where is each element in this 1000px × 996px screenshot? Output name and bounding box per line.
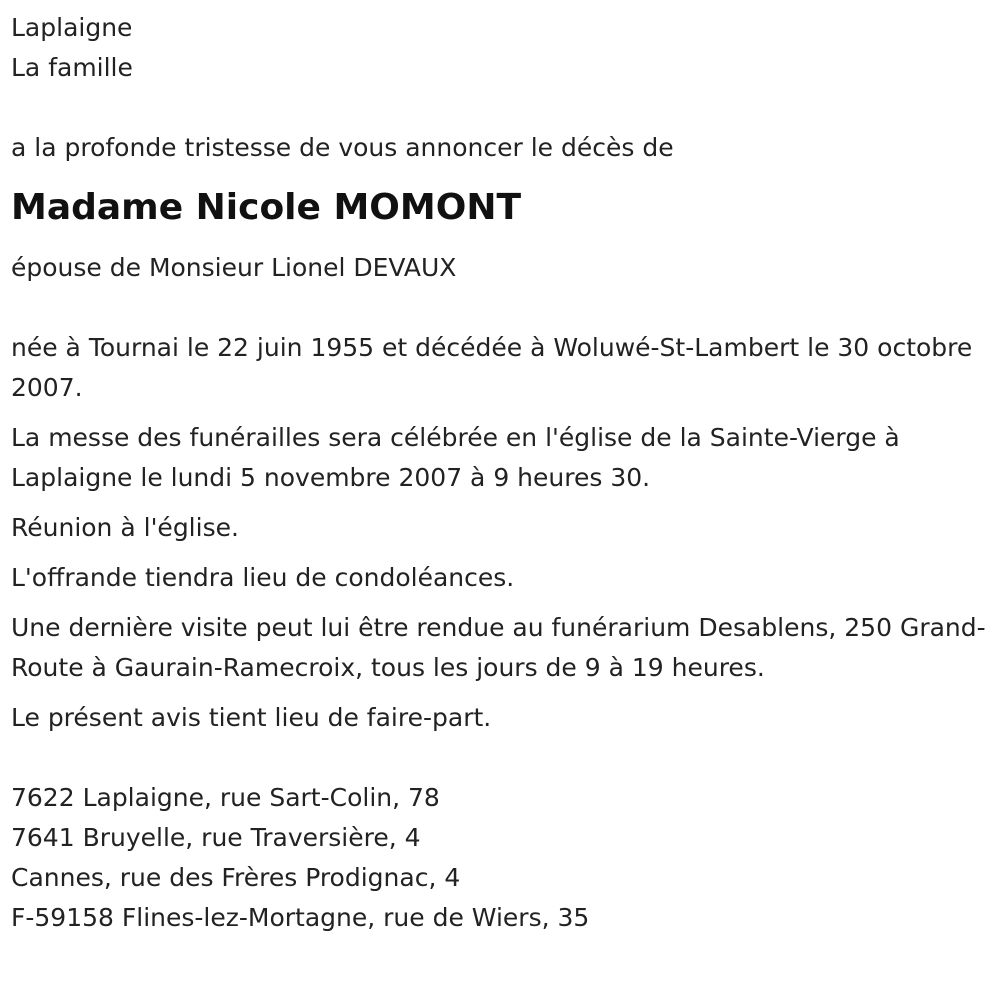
address-list — [11, 778, 986, 938]
deceased-name: Madame Nicole MOMONT — [11, 187, 522, 228]
header-place: Laplaigne — [11, 13, 133, 42]
spacer — [11, 738, 986, 778]
spacer — [11, 88, 986, 128]
meeting-paragraph: Réunion à l'église. — [11, 513, 239, 542]
funeral-mass-paragraph: La messe des funérailles sera célébrée en l'église de la Sainte-Vierge à Laplaigne le lundi 5 novembre 2007 à 9 heures 30. — [11, 423, 900, 492]
address-line: F-59158 Flines-lez-Mortagne, rue de Wiers, 35 — [11, 903, 590, 932]
obituary-notice — [11, 8, 986, 938]
spacer — [11, 288, 986, 328]
notice-paragraph: Le présent avis tient lieu de faire-part. — [11, 703, 492, 732]
announcement-text: a la profonde tristesse de vous annoncer le décès de — [11, 133, 674, 162]
address-line: 7641 Bruyelle, rue Traversière, 4 — [11, 823, 421, 852]
address-line: Cannes, rue des Frères Prodignac, 4 — [11, 863, 461, 892]
birth-death-paragraph: née à Tournai le 22 juin 1955 et décédée à Woluwé-St-Lambert le 30 octobre 2007. — [11, 333, 973, 402]
header-family: La famille — [11, 53, 133, 82]
address-line: 7622 Laplaigne, rue Sart-Colin, 78 — [11, 783, 440, 812]
offering-paragraph: L'offrande tiendra lieu de condoléances. — [11, 563, 515, 592]
visit-paragraph: Une dernière visite peut lui être rendue au funérarium Desablens, 250 Grand-Route à Gaurain-Ramecroix, tous les jours de 9 à 19 heures. — [11, 613, 986, 682]
spouse-text: épouse de Monsieur Lionel DEVAUX — [11, 253, 457, 282]
